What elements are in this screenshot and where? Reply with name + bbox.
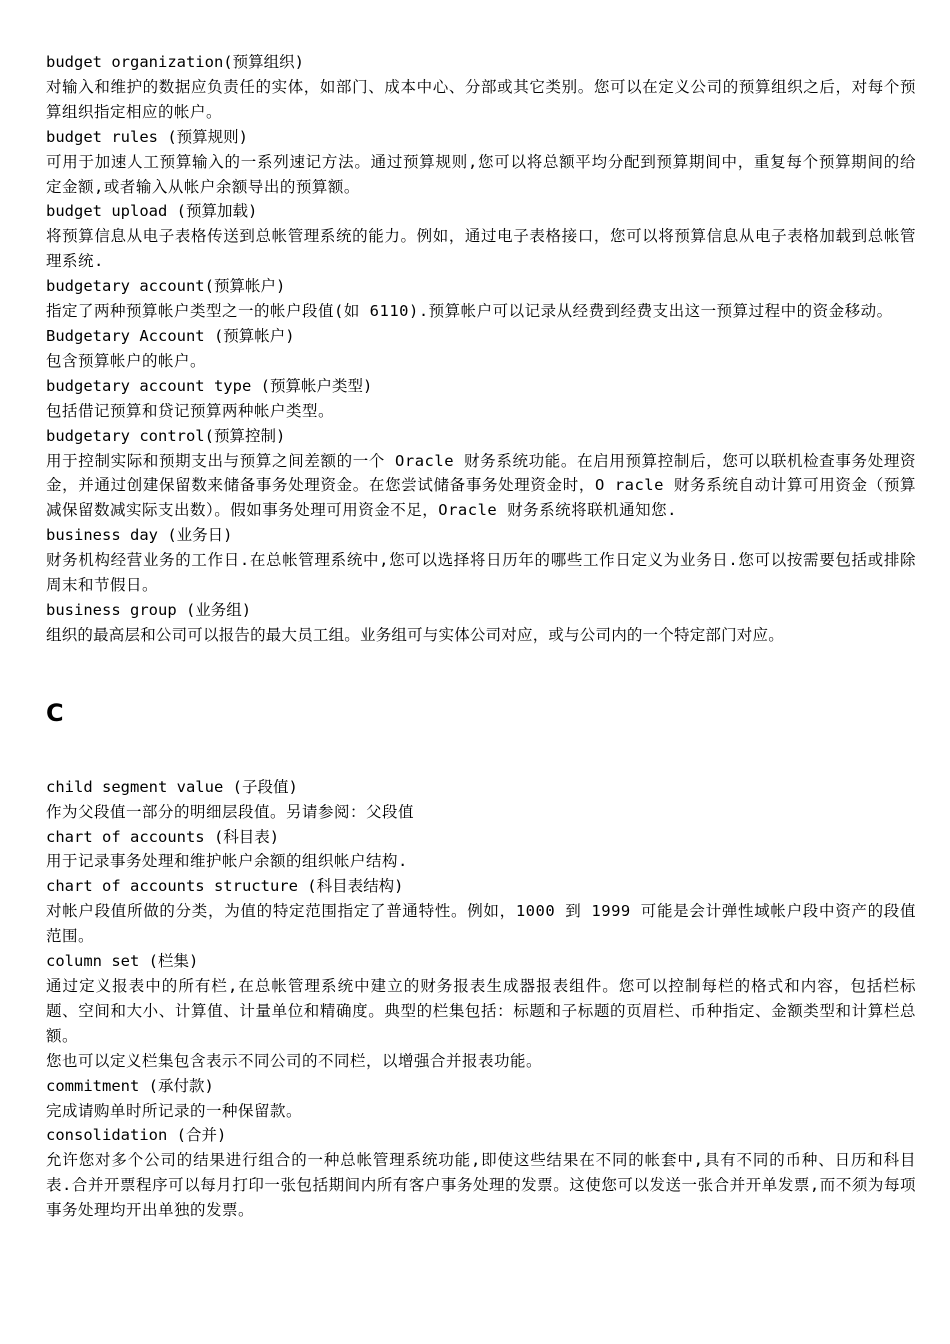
- glossary-definition-extra: 您也可以定义栏集包含表示不同公司的不同栏，以增强合并报表功能。: [46, 1051, 543, 1070]
- glossary-term: consolidation (合并): [46, 1126, 227, 1145]
- glossary-entry-commitment: [46, 1074, 916, 1124]
- glossary-entry-budgetary-account-capitalized: [46, 324, 916, 374]
- glossary-entry-child-segment-value: [46, 775, 916, 825]
- glossary-term: column set (栏集): [46, 952, 199, 971]
- glossary-entry-budget-upload: [46, 199, 916, 274]
- glossary-term: budgetary account type (预算帐户类型): [46, 376, 373, 395]
- glossary-term: commitment (承付款): [46, 1076, 214, 1095]
- glossary-definition: 包括借记预算和贷记预算两种帐户类型。: [46, 401, 335, 420]
- glossary-definition: 作为父段值一部分的明细层段值。另请参阅：父段值: [46, 802, 415, 821]
- glossary-definition: 用于记录事务处理和维护帐户余额的组织帐户结构.: [46, 852, 408, 871]
- glossary-definition: 可用于加速人工预算输入的一系列速记方法。通过预算规则,您可以将总额平均分配到预算期间中，重复每个预算期间的给定金额,或者输入从帐户余额导出的预算额。: [46, 152, 916, 196]
- glossary-definition: 对帐户段值所做的分类，为值的特定范围指定了普通特性。例如，1000 到 1999 可能是会计弹性域帐户段中资产的段值范围。: [46, 902, 916, 946]
- glossary-entry-consolidation: [46, 1123, 916, 1223]
- glossary-definition: 完成请购单时所记录的一种保留款。: [46, 1101, 303, 1120]
- glossary-entry-column-set: [46, 949, 916, 1074]
- glossary-term: budgetary control(预算控制): [46, 426, 286, 445]
- glossary-term: budget rules (预算规则): [46, 127, 248, 146]
- glossary-term: budget organization(预算组织): [46, 53, 304, 71]
- glossary-definition: 将预算信息从电子表格传送到总帐管理系统的能力。例如，通过电子表格接口，您可以将预算信息从电子表格加载到总帐管理系统.: [46, 227, 916, 271]
- glossary-term: budgetary account(预算帐户): [46, 277, 286, 296]
- glossary-term: business group (业务组): [46, 600, 252, 619]
- glossary-definition: 财务机构经营业务的工作日.在总帐管理系统中,您可以选择将日历年的哪些工作日定义为业务日.您可以按需要包括或排除周末和节假日。: [46, 551, 916, 595]
- glossary-page: [46, 50, 916, 1223]
- glossary-term: chart of accounts (科目表): [46, 827, 280, 846]
- glossary-entry-budgetary-account: [46, 274, 916, 324]
- glossary-term: Budgetary Account (预算帐户): [46, 326, 295, 345]
- glossary-definition: 允许您对多个公司的结果进行组合的一种总帐管理系统功能,即使这些结果在不同的帐套中,具有不同的币种、日历和科目表.合并开票程序可以每月打印一张包括期间内所有客户事务处理的发票。这使您可以发送一张合并开单发票,而不须为每项事务处理均开出单独的发票。: [46, 1151, 916, 1220]
- glossary-entry-business-group: [46, 598, 916, 648]
- glossary-definition: 对输入和维护的数据应负责任的实体，如部门、成本中心、分部或其它类别。您可以在定义公司的预算组织之后，对每个预算组织指定相应的帐户。: [46, 77, 916, 121]
- glossary-entry-budgetary-control: [46, 424, 916, 524]
- glossary-entry-chart-of-accounts-structure: [46, 874, 916, 949]
- glossary-term: business day (业务日): [46, 526, 233, 545]
- glossary-definition: 组织的最高层和公司可以报告的最大员工组。业务组可与实体公司对应，或与公司内的一个特定部门对应。: [46, 625, 784, 644]
- glossary-definition: 包含预算帐户的帐户。: [46, 351, 207, 370]
- glossary-term: child segment value (子段值): [46, 777, 298, 796]
- glossary-term: budget upload (预算加载): [46, 202, 258, 221]
- glossary-entry-budget-organization: [46, 50, 916, 125]
- glossary-entry-business-day: [46, 523, 916, 598]
- glossary-term: chart of accounts structure (科目表结构): [46, 877, 404, 896]
- glossary-definition: 指定了两种预算帐户类型之一的帐户段值(如 6110).预算帐户可以记录从经费到经费支出这一预算过程中的资金移动。: [46, 302, 893, 321]
- section-heading-c: C: [46, 698, 64, 727]
- glossary-definition: 通过定义报表中的所有栏,在总帐管理系统中建立的财务报表生成器报表组件。您可以控制每栏的格式和内容，包括栏标题、空间和大小、计算值、计量单位和精确度。典型的栏集包括：标题和子标题的页眉栏、币种指定、金额类型和计算栏总额。: [46, 977, 916, 1045]
- glossary-entry-chart-of-accounts: [46, 825, 916, 875]
- glossary-definition: 用于控制实际和预期支出与预算之间差额的一个 Oracle 财务系统功能。在启用预算控制后，您可以联机检查事务处理资金，并通过创建保留数来储备事务处理资金。在您尝试储备事务处理资金时，O racle 财务系统自动计算可用资金（预算减保留数减实际支出数）。假如事务处理可用资金不足，Oracle 财务系统将联机通知您.: [46, 451, 916, 520]
- glossary-entry-budget-rules: [46, 125, 916, 200]
- glossary-entry-budgetary-account-type: [46, 374, 916, 424]
